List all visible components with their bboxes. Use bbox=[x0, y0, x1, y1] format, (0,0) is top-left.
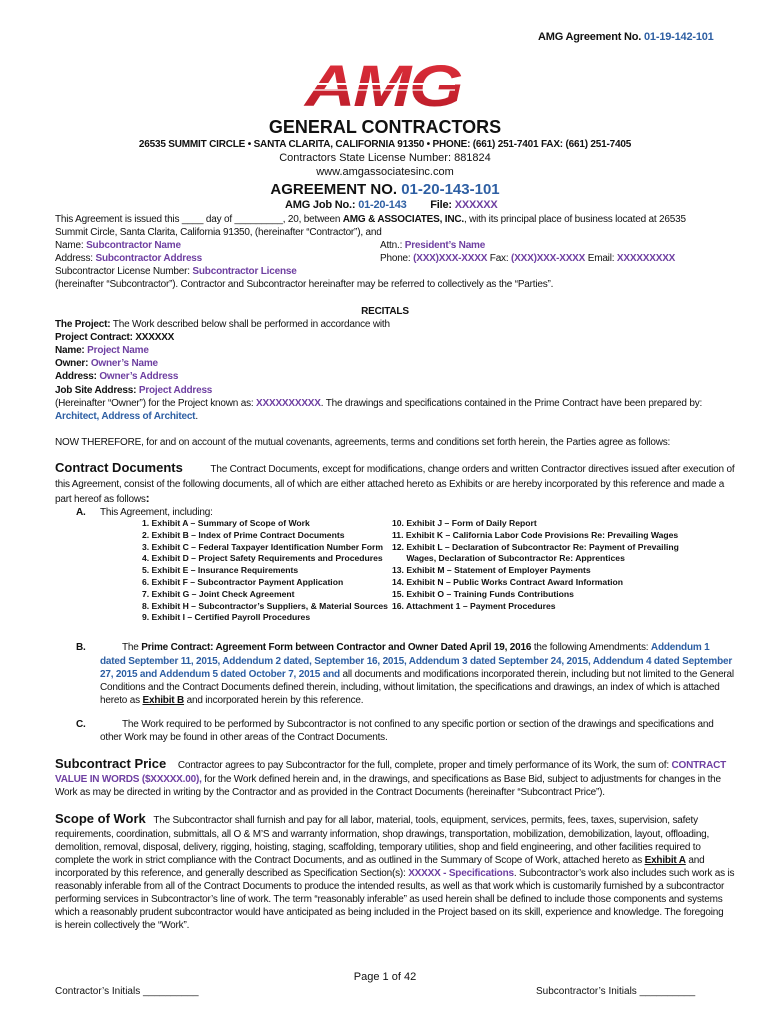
recital-hereinafter bbox=[55, 397, 702, 410]
subcontract-price-text: for the Work defined herein and, in the drawings, and specifications as Base Bid, subject to adjustments for changes in the bbox=[201, 774, 721, 785]
exhibit-item: 8. Exhibit H – Subcontractor’s Suppliers, & Material Sources bbox=[142, 600, 388, 611]
exhibit-item: 7. Exhibit G – Joint Check Agreement bbox=[142, 588, 295, 599]
scope-line-4 bbox=[55, 854, 704, 867]
item-b-line-3 bbox=[100, 668, 734, 681]
scope-of-work-heading: Scope of Work bbox=[55, 811, 146, 826]
recital-prime-contract bbox=[55, 331, 174, 344]
exhibit-a-reference: Exhibit A bbox=[644, 855, 686, 866]
scope-line-9: is herein collectively the “Work”. bbox=[55, 920, 190, 931]
contractor-name: AMG & ASSOCIATES, INC. bbox=[342, 214, 464, 225]
parties-line: (hereinafter “Subcontractor”). Contractor and Subcontractor hereinafter may be referred to collectively as the “Parties”. bbox=[55, 279, 554, 290]
amg-logo bbox=[303, 62, 463, 110]
item-b-label: B. bbox=[76, 642, 86, 653]
item-b-text: all documents and modifications incorporated therein, including but not limited to the General bbox=[339, 669, 734, 680]
now-therefore: NOW THEREFORE, for and on account of the mutual covenants, agreements, terms and conditions set forth herein, the Parties agree as follows: bbox=[55, 437, 671, 448]
intro-text: , between bbox=[298, 214, 343, 225]
recital-text: (Hereinafter “Owner”) for the Project known as: bbox=[55, 398, 257, 409]
intro-line-2: Summit Circle, Santa Clarita, California 91350, (hereinafter “Contractor”), and bbox=[55, 227, 382, 238]
exhibit-item: 11. Exhibit K – California Labor Code Provisions Re: Prevailing Wages bbox=[392, 529, 679, 540]
exhibit-item: 10. Exhibit J – Form of Daily Report bbox=[392, 518, 537, 528]
svg-text:AMG: AMG bbox=[303, 62, 463, 110]
spec-sections: XXXXX - Specifications bbox=[408, 868, 514, 879]
exhibit-b-reference: Exhibit B bbox=[142, 695, 185, 706]
exhibit-item: 13. Exhibit M – Statement of Employer Payments bbox=[392, 565, 591, 576]
exhibits-right-list bbox=[392, 518, 679, 612]
exhibit-item: 5. Exhibit E – Insurance Requirements bbox=[142, 565, 299, 576]
contract-documents-line-2: this Agreement, consist of the following documents, all of which are either attached hereto as Exhibits or are hereby incorporated by this reference and made a bbox=[55, 479, 725, 490]
contract-documents-line-1 bbox=[55, 461, 734, 476]
exhibit-item: 16. Attachment 1 – Payment Procedures bbox=[392, 600, 556, 611]
sub-contact-line bbox=[380, 252, 675, 265]
exhibit-item: 1. Exhibit A – Summary of Scope of Work bbox=[142, 518, 310, 528]
recital-site bbox=[55, 384, 212, 397]
company-website: www.amgassociatesinc.com bbox=[316, 166, 454, 178]
exhibit-item: 2. Exhibit B – Index of Prime Contract Documents bbox=[142, 529, 345, 540]
subcontract-price-heading: Subcontract Price bbox=[55, 756, 167, 771]
agreement-title bbox=[0, 181, 770, 198]
company-license: Contractors State License Number: 881824 bbox=[279, 152, 491, 164]
scope-line-3: demolition, removal, disposal, delivery, rigging, hoisting, staging, scaffolding, temporary utilities, shop and field engineering, and other facilities required to bbox=[55, 842, 701, 853]
sub-address-line bbox=[55, 252, 202, 265]
sub-attn-line bbox=[380, 239, 485, 252]
header-agreement-no: 01-19-142-101 bbox=[644, 31, 714, 43]
sub-name-label: Name: bbox=[55, 240, 84, 251]
scope-line-6: reasonably inferable from all of the Contract Documents to produce the intended results, as well as that work which is customarily furnished by a subcontractor bbox=[55, 881, 725, 892]
contract-documents-heading: Contract Documents bbox=[55, 460, 183, 475]
contract-documents-colon: : bbox=[145, 491, 150, 505]
header-agreement-label: AMG Agreement No. bbox=[538, 31, 642, 43]
scope-text: complete the work in strict compliance with the Contract Documents, and as outlined in the Summary of Scope of Work, attached hereto as bbox=[55, 855, 645, 866]
scope-line-7: performing services in Subcontractor’s line of work. The term “reasonably inferable” as used herein shall be defined to include those components and systems bbox=[55, 894, 723, 905]
sub-attn-value: President’s Name bbox=[404, 240, 486, 251]
exhibit-item: 14. Exhibit N – Public Works Contract Award Information bbox=[392, 576, 623, 587]
recital-site-value: Project Address bbox=[138, 385, 213, 396]
item-b-line-5 bbox=[100, 694, 363, 707]
recital-text: . bbox=[195, 411, 198, 422]
recitals-title: RECITALS bbox=[361, 306, 409, 317]
contractor-initials[interactable]: Contractor’s Initials __________ bbox=[55, 986, 199, 997]
recital-project-known: XXXXXXXXXX bbox=[256, 398, 321, 409]
subcontract-price-line-2 bbox=[55, 773, 721, 786]
sub-license-value: Subcontractor License bbox=[192, 266, 297, 277]
file-label: File: bbox=[430, 199, 452, 211]
recital-owner-value: Owner’s Name bbox=[90, 358, 158, 369]
contract-documents-line-3 bbox=[55, 492, 149, 506]
page-number: Page 1 of 42 bbox=[353, 971, 417, 983]
sub-attn-label: Attn.: bbox=[380, 240, 403, 251]
recital-name-value: Project Name bbox=[87, 345, 149, 356]
exhibit-item: 3. Exhibit C – Federal Taxpayer Identification Number Form bbox=[142, 541, 383, 552]
recital-name-label: Name: bbox=[55, 345, 85, 356]
recital-owner bbox=[55, 357, 158, 370]
item-c-line-1: The Work required to be performed by Subcontractor is not confined to any specific portion or section of the drawings and specifications and bbox=[122, 719, 714, 730]
recital-address-label: Address: bbox=[55, 371, 97, 382]
item-b-line-1 bbox=[122, 641, 709, 654]
recital-text: . The drawings and specifications contained in the Prime Contract have been prepared by: bbox=[320, 398, 703, 409]
subcontract-price-line-3: Work as may be directed in writing by the Contractor and as provided in the Contract Documents (hereinafter “Subcontract Price”). bbox=[55, 787, 605, 798]
recital-architect bbox=[55, 410, 198, 423]
intro-text: , with its principal place of business located at 26535 bbox=[463, 214, 686, 225]
agreement-title-prefix: AGREEMENT NO. bbox=[270, 181, 398, 198]
recital-site-label: Job Site Address: bbox=[55, 385, 137, 396]
item-b-text: and incorporated herein by this reference. bbox=[184, 695, 364, 706]
item-c-line-2: other Work may be found in other areas of the Contract Documents. bbox=[100, 732, 388, 743]
file-no: XXXXXX bbox=[454, 199, 498, 211]
sub-name-value: Subcontractor Name bbox=[86, 240, 181, 251]
scope-line-2: requirements, coordination, submittals, all O & M’S and warranty information, shop drawings, transportation, mobilization, demobilization, layout, offloading, bbox=[55, 829, 710, 840]
exhibits-left-list bbox=[142, 518, 388, 624]
recital-owner-label: Owner: bbox=[55, 358, 89, 369]
item-b-text: the following Amendments: bbox=[531, 642, 651, 653]
sub-fax-value: (XXX)XXX-XXXX bbox=[511, 253, 586, 264]
sub-name-line bbox=[55, 239, 181, 252]
intro-line-1 bbox=[55, 213, 717, 226]
item-b-line-2: dated September 11, 2015, Addendum 2 dated, September 16, 2015, Addendum 3 dated September 24, 2015, Addendum 4 dated September bbox=[100, 656, 733, 667]
scope-text: The Subcontractor shall furnish and pay for all labor, material, tools, equipment, services, permits, fees, taxes, supervision, safety bbox=[153, 815, 698, 826]
item-a-text: This Agreement, including: bbox=[100, 507, 213, 518]
scope-text: . Subcontractor’s work also includes such work as is bbox=[513, 868, 735, 879]
sub-phone-label: Phone: bbox=[380, 253, 411, 264]
recital-prime-value: XXXXXX bbox=[135, 332, 175, 343]
architect-value: Architect, Address of Architect bbox=[55, 411, 196, 422]
item-a-label: A. bbox=[76, 507, 86, 518]
sub-license-line bbox=[55, 265, 297, 278]
addendum-text: 27, 2015 and Addendum 5 dated October 7, 2015 and bbox=[100, 669, 340, 680]
prime-contract-title: Prime Contract: Agreement Form between Contractor and Owner Dated April 19, 2016 bbox=[141, 642, 532, 653]
sub-email-value: XXXXXXXXX bbox=[616, 253, 676, 264]
exhibit-item: 15. Exhibit O – Training Funds Contributions bbox=[392, 588, 574, 599]
contract-documents-text: The Contract Documents, except for modifications, change orders and written Contractor directives issued after execution of bbox=[210, 464, 735, 475]
recital-name bbox=[55, 344, 149, 357]
sub-fax-label: Fax: bbox=[489, 253, 509, 264]
exhibit-item: 6. Exhibit F – Subcontractor Payment Application bbox=[142, 576, 344, 587]
exhibit-item: 4. Exhibit D – Project Safety Requirements and Procedures bbox=[142, 553, 383, 564]
contract-documents-text: part hereof as follows bbox=[55, 494, 146, 505]
recital-address-value: Owner’s Address bbox=[99, 371, 179, 382]
scope-text: and bbox=[685, 855, 705, 866]
company-name: GENERAL CONTRACTORS bbox=[268, 117, 502, 137]
recital-prime-label: Project Contract: bbox=[55, 332, 133, 343]
sub-phone-value: (XXX)XXX-XXXX bbox=[413, 253, 488, 264]
job-line bbox=[285, 199, 498, 212]
item-b-text: The bbox=[122, 642, 142, 653]
header-agreement-number bbox=[538, 31, 714, 44]
subcontract-price-text: Contractor agrees to pay Subcontractor for the full, complete, proper and timely performance of its Work, the sum of: bbox=[177, 760, 672, 771]
item-b-line-4: Conditions and the Contract Documents defined therein, including, without limitation, the specifications and drawings, an index of which is attached bbox=[100, 682, 720, 693]
subcontractor-initials[interactable]: Subcontractor’s Initials __________ bbox=[536, 986, 696, 997]
item-b-text: hereto as bbox=[100, 695, 143, 706]
scope-line-1 bbox=[55, 812, 698, 827]
contract-value: VALUE IN WORDS ($XXXXX.00), bbox=[55, 774, 202, 785]
exhibit-item: Wages, Declaration of Subcontractor Re: Apprentices bbox=[392, 553, 625, 564]
intro-text: This Agreement is issued this ____ day of _________, 20 bbox=[55, 214, 299, 225]
contract-value: CONTRACT bbox=[671, 760, 727, 771]
agreement-title-no: 01-20-143-101 bbox=[401, 181, 500, 198]
recital-project-text: The Work described below shall be performed in accordance with bbox=[112, 319, 390, 330]
item-c-label: C. bbox=[76, 719, 86, 730]
job-no: 01-20-143 bbox=[358, 199, 407, 211]
exhibit-item: 9. Exhibit I – Certified Payroll Procedures bbox=[142, 612, 311, 623]
scope-line-5 bbox=[55, 867, 734, 880]
addendum-text: Addendum 1 bbox=[650, 642, 710, 653]
sub-email-label: Email: bbox=[587, 253, 615, 264]
exhibit-item: 12. Exhibit L – Declaration of Subcontractor Re: Payment of Prevailing bbox=[392, 541, 679, 552]
sub-address-value: Subcontractor Address bbox=[95, 253, 203, 264]
recital-address bbox=[55, 370, 178, 383]
recital-project bbox=[55, 318, 390, 331]
sub-address-label: Address: bbox=[55, 253, 93, 264]
job-label: AMG Job No.: bbox=[285, 199, 356, 211]
recital-project-label: The Project: bbox=[55, 319, 111, 330]
sub-license-label: Subcontractor License Number: bbox=[55, 266, 190, 277]
scope-text: incorporated by this reference, and generally described as Specification Section(s): bbox=[55, 868, 409, 879]
subcontract-price-line-1 bbox=[55, 757, 726, 772]
scope-line-8: which a reasonably prudent subcontractor would have anticipated as being included in the Project based on its skill, experience and knowledge. The foregoing bbox=[55, 907, 724, 918]
company-address: 26535 SUMMIT CIRCLE • SANTA CLARITA, CALIFORNIA 91350 • PHONE: (661) 251-7401 FAX: (661) 251-7405 bbox=[138, 139, 632, 150]
